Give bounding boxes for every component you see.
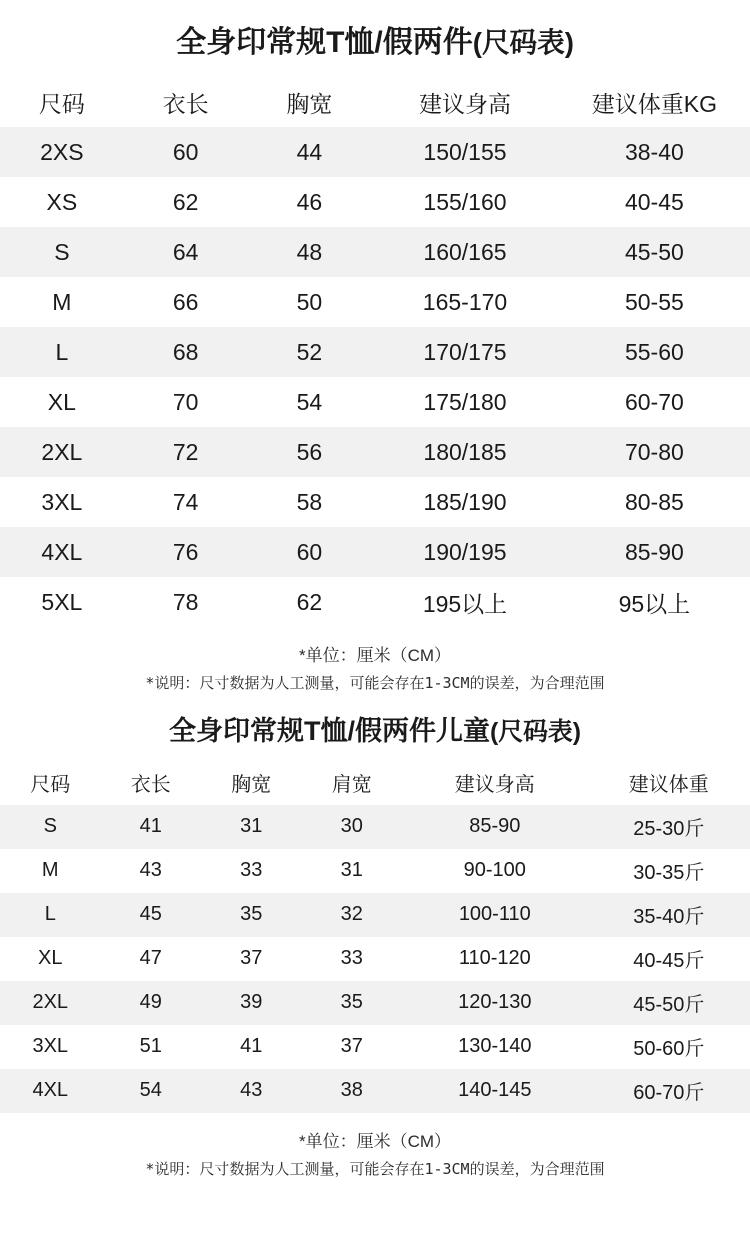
kids-desc-note xyxy=(0,1158,750,1183)
cell-height: 110-120 xyxy=(458,947,531,970)
table-row xyxy=(0,1025,750,1069)
section-1-title-paren: (尺码表) xyxy=(472,27,574,58)
table-row xyxy=(0,377,750,427)
cell-weight: 35-40斤 xyxy=(633,906,705,929)
cell-chest: 33 xyxy=(240,859,263,882)
adult-unit-note xyxy=(0,627,750,672)
cell-chest: 43 xyxy=(240,1079,263,1102)
cell-height: 130-140 xyxy=(458,1035,532,1058)
table-row xyxy=(0,477,750,527)
cell-size: S xyxy=(43,815,57,838)
cell-size: 5XL xyxy=(41,588,83,615)
col-header-weight: 建议体重KG xyxy=(591,90,717,117)
section-1-title xyxy=(0,0,750,77)
cell-height: 190/195 xyxy=(423,538,507,565)
col-header-length: 衣长 xyxy=(130,774,171,797)
cell-chest: 41 xyxy=(240,1035,263,1058)
adult-desc-note-text: *说明：尺寸数据为人工测量，可能会存在1-3CM的误差，为合理范围 xyxy=(145,674,605,692)
table-row xyxy=(0,577,750,627)
cell-weight: 50-60斤 xyxy=(633,1038,705,1061)
cell-height: 185/190 xyxy=(423,488,507,515)
table-row xyxy=(0,805,750,849)
table-row xyxy=(0,177,750,227)
cell-height: 120-130 xyxy=(458,991,532,1014)
adult-table-body xyxy=(0,127,750,627)
cell-length: 60 xyxy=(172,138,199,165)
col-header-chest: 胸宽 xyxy=(286,90,333,117)
adult-unit-note-text: *单位：厘米（CM） xyxy=(298,646,452,665)
cell-size: M xyxy=(41,859,59,882)
table-row xyxy=(0,527,750,577)
adult-size-table xyxy=(0,77,750,627)
cell-weight: 70-80 xyxy=(624,438,684,465)
col-header-height: 建议身高 xyxy=(454,774,535,797)
cell-length: 74 xyxy=(172,488,199,515)
col-header-size: 尺码 xyxy=(38,90,85,117)
table-row xyxy=(0,981,750,1025)
cell-height: 155/160 xyxy=(423,188,507,215)
cell-chest: 44 xyxy=(296,138,323,165)
cell-height: 165-170 xyxy=(422,288,508,315)
cell-height: 90-100 xyxy=(463,859,526,882)
cell-height: 140-145 xyxy=(458,1079,532,1102)
cell-weight: 45-50斤 xyxy=(633,994,705,1017)
cell-length: 47 xyxy=(139,947,162,970)
table-row xyxy=(0,127,750,177)
kids-table-head xyxy=(0,761,750,805)
cell-length: 64 xyxy=(172,238,199,265)
kids-unit-note-text: *单位：厘米（CM） xyxy=(298,1131,452,1151)
cell-length: 72 xyxy=(172,438,199,465)
cell-weight: 80-85 xyxy=(624,488,684,515)
cell-length: 70 xyxy=(172,388,199,415)
cell-shoulder: 35 xyxy=(340,991,363,1014)
cell-size: 4XL xyxy=(41,538,83,565)
col-header-chest: 胸宽 xyxy=(231,774,272,797)
cell-length: 43 xyxy=(139,859,162,882)
cell-weight: 95以上 xyxy=(618,590,691,617)
section-2-title xyxy=(0,697,750,761)
cell-size: 2XS xyxy=(40,138,84,165)
cell-size: 3XL xyxy=(32,1035,69,1058)
col-header-size: 尺码 xyxy=(30,774,71,797)
cell-length: 49 xyxy=(139,991,162,1014)
cell-length: 78 xyxy=(172,588,199,615)
cell-size: S xyxy=(54,238,70,265)
cell-shoulder: 30 xyxy=(340,815,363,838)
table-row xyxy=(0,227,750,277)
section-2-title-paren: (尺码表) xyxy=(489,719,582,746)
cell-height: 85-90 xyxy=(469,815,521,838)
cell-shoulder: 33 xyxy=(340,947,363,970)
cell-chest: 39 xyxy=(240,991,263,1014)
cell-weight: 38-40 xyxy=(624,138,684,165)
table-header-row xyxy=(0,761,750,805)
cell-size: 2XL xyxy=(41,438,83,465)
cell-chest: 50 xyxy=(296,288,323,315)
cell-weight: 60-70 xyxy=(624,388,684,415)
cell-height: 175/180 xyxy=(423,388,507,415)
table-row xyxy=(0,849,750,893)
table-row xyxy=(0,1069,750,1113)
table-row xyxy=(0,937,750,981)
col-header-weight: 建议体重 xyxy=(628,774,709,797)
cell-shoulder: 38 xyxy=(340,1079,363,1102)
cell-weight: 25-30斤 xyxy=(633,818,705,841)
cell-height: 195以上 xyxy=(422,590,508,617)
cell-length: 41 xyxy=(139,815,162,838)
cell-height: 160/165 xyxy=(423,238,507,265)
cell-weight: 45-50 xyxy=(624,238,684,265)
cell-height: 150/155 xyxy=(423,138,507,165)
col-header-height: 建议身高 xyxy=(419,90,511,117)
table-row xyxy=(0,893,750,937)
cell-length: 51 xyxy=(139,1035,162,1058)
cell-length: 68 xyxy=(172,338,199,365)
cell-length: 66 xyxy=(172,288,199,315)
table-row xyxy=(0,327,750,377)
cell-chest: 56 xyxy=(296,438,323,465)
cell-size: 2XL xyxy=(32,991,69,1014)
adult-table-head xyxy=(0,77,750,127)
col-header-length: 衣长 xyxy=(162,90,209,117)
cell-size: L xyxy=(44,903,56,926)
cell-chest: 62 xyxy=(296,588,323,615)
cell-size: 3XL xyxy=(41,488,83,515)
cell-size: 4XL xyxy=(32,1079,69,1102)
adult-desc-note xyxy=(0,672,750,697)
kids-size-table xyxy=(0,761,750,1113)
cell-size: XL xyxy=(38,947,63,970)
cell-weight: 85-90 xyxy=(624,538,684,565)
cell-chest: 46 xyxy=(296,188,323,215)
cell-weight: 40-45斤 xyxy=(633,950,705,973)
cell-chest: 35 xyxy=(240,903,263,926)
cell-length: 54 xyxy=(139,1079,162,1102)
kids-table-body xyxy=(0,805,750,1113)
table-header-row xyxy=(0,77,750,127)
cell-weight: 40-45 xyxy=(624,188,684,215)
cell-weight: 55-60 xyxy=(624,338,684,365)
cell-weight: 30-35斤 xyxy=(633,862,705,885)
col-header-shoulder: 肩宽 xyxy=(331,774,372,797)
cell-size: XL xyxy=(47,388,76,415)
cell-shoulder: 37 xyxy=(340,1035,363,1058)
cell-height: 180/185 xyxy=(423,438,507,465)
cell-size: L xyxy=(55,338,69,365)
cell-length: 45 xyxy=(139,903,162,926)
table-row xyxy=(0,427,750,477)
cell-shoulder: 31 xyxy=(340,859,363,882)
cell-chest: 54 xyxy=(296,388,323,415)
cell-chest: 58 xyxy=(296,488,323,515)
cell-chest: 48 xyxy=(296,238,323,265)
cell-chest: 60 xyxy=(296,538,323,565)
cell-height: 170/175 xyxy=(423,338,507,365)
cell-chest: 52 xyxy=(296,338,323,365)
cell-chest: 37 xyxy=(240,947,263,970)
cell-weight: 50-55 xyxy=(624,288,684,315)
cell-size: XS xyxy=(46,188,78,215)
cell-shoulder: 32 xyxy=(340,903,363,926)
kids-desc-note-text: *说明：尺寸数据为人工测量，可能会存在1-3CM的误差，为合理范围 xyxy=(145,1159,605,1178)
section-2-title-main: 全身印常规T恤/假两件儿童 xyxy=(168,716,490,746)
cell-length: 76 xyxy=(172,538,199,565)
kids-unit-note xyxy=(0,1113,750,1158)
section-1-title-main: 全身印常规T恤/假两件 xyxy=(176,26,473,59)
cell-height: 100-110 xyxy=(458,903,531,926)
cell-size: M xyxy=(52,288,72,315)
cell-length: 62 xyxy=(172,188,199,215)
table-row xyxy=(0,277,750,327)
cell-chest: 31 xyxy=(240,815,263,838)
cell-weight: 60-70斤 xyxy=(633,1082,705,1105)
